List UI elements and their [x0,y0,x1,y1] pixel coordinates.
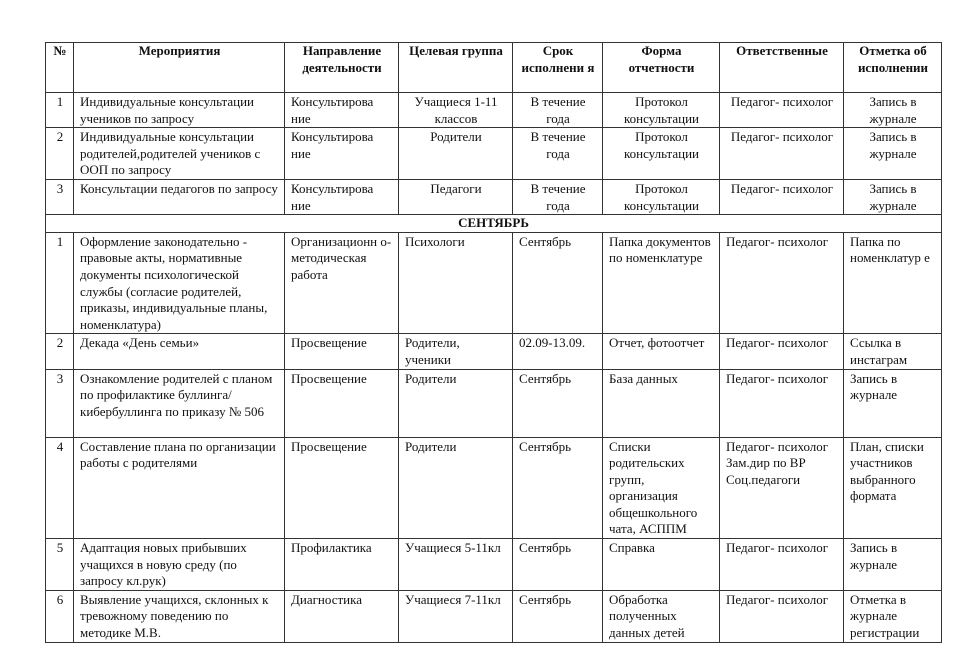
table-row [46,369,942,437]
row-num: 1 [46,232,74,334]
row-mark: Папка по номенклатур е [844,232,942,334]
row-direction: Просвещение [285,334,399,369]
row-target: Родители [399,128,513,180]
row-report-form: Протокол консультации [603,93,720,128]
row-mark: Ссылка в инстаграм [844,334,942,369]
row-direction: Консультирова ние [285,179,399,214]
work-plan-table [45,42,942,643]
row-event: Оформление законодательно - правовые акты, нормативные документы психологической службы (согласие родителей, приказы, индивидуальные планы, номенклатура) [74,232,285,334]
header-events: Мероприятия [74,43,285,93]
row-responsible: Педагог- психолог [720,93,844,128]
row-deadline: 02.09-13.09. [513,334,603,369]
row-deadline: Сентябрь [513,437,603,539]
table-row [46,334,942,369]
table-row [46,179,942,214]
row-report-form: Протокол консультации [603,179,720,214]
row-direction: Просвещение [285,369,399,437]
row-target: Родители [399,437,513,539]
row-responsible: Педагог- психолог Зам.дир по ВР Соц.педагоги [720,437,844,539]
row-target: Родители, ученики [399,334,513,369]
row-event: Консультации педагогов по запросу [74,179,285,214]
row-num: 2 [46,334,74,369]
row-mark: Запись в журнале [844,539,942,591]
row-mark: Запись в журнале [844,93,942,128]
row-num: 3 [46,179,74,214]
row-report-form: База данных [603,369,720,437]
table-row [46,539,942,591]
row-deadline: В течение года [513,93,603,128]
row-report-form: Папка документов по номенклатуре [603,232,720,334]
row-target: Педагоги [399,179,513,214]
header-completion-mark: Отметка об исполнении [844,43,942,93]
row-num: 1 [46,93,74,128]
row-responsible: Педагог- психолог [720,334,844,369]
row-responsible: Педагог- психолог [720,179,844,214]
row-mark: План, списки участников выбранного формата [844,437,942,539]
table-row [46,128,942,180]
row-target: Учащиеся 7-11кл [399,590,513,642]
row-report-form: Списки родительских групп, организация общешкольного чата, АСППМ [603,437,720,539]
row-target: Учащиеся 5-11кл [399,539,513,591]
header-num: № [46,43,74,93]
month-section-row [46,215,942,233]
row-mark: Запись в журнале [844,369,942,437]
row-target: Психологи [399,232,513,334]
row-responsible: Педагог- психолог [720,128,844,180]
row-num: 6 [46,590,74,642]
row-direction: Консультирова ние [285,128,399,180]
row-direction: Организационн о-методическая работа [285,232,399,334]
row-num: 3 [46,369,74,437]
header-direction: Направление деятельности [285,43,399,93]
row-responsible: Педагог- психолог [720,369,844,437]
row-report-form: Отчет, фотоотчет [603,334,720,369]
row-num: 4 [46,437,74,539]
header-report-form: Форма отчетности [603,43,720,93]
header-deadline: Срок исполнени я [513,43,603,93]
row-direction: Просвещение [285,437,399,539]
table-row [46,437,942,539]
table-row [46,93,942,128]
row-event: Индивидуальные консультации родителей,родителей учеников с ООП по запросу [74,128,285,180]
row-deadline: Сентябрь [513,369,603,437]
row-deadline: Сентябрь [513,232,603,334]
row-direction: Профилактика [285,539,399,591]
row-deadline: Сентябрь [513,590,603,642]
row-event: Составление плана по организации работы с родителями [74,437,285,539]
row-deadline: В течение года [513,179,603,214]
row-target: Учащиеся 1-11 классов [399,93,513,128]
row-mark: Отметка в журнале регистрации [844,590,942,642]
header-responsible: Ответственные [720,43,844,93]
row-direction: Диагностика [285,590,399,642]
row-report-form: Обработка полученных данных детей [603,590,720,642]
table-row [46,232,942,334]
table-row [46,590,942,642]
row-deadline: В течение года [513,128,603,180]
row-event: Индивидуальные консультации учеников по запросу [74,93,285,128]
header-target-group: Целевая группа [399,43,513,93]
row-responsible: Педагог- психолог [720,590,844,642]
row-num: 2 [46,128,74,180]
row-event: Выявление учащихся, склонных к тревожному поведению по методике М.В. [74,590,285,642]
row-responsible: Педагог- психолог [720,232,844,334]
row-direction: Консультирова ние [285,93,399,128]
row-event: Адаптация новых прибывших учащихся в новую среду (по запросу кл.рук) [74,539,285,591]
table-header-row [46,43,942,93]
row-num: 5 [46,539,74,591]
row-mark: Запись в журнале [844,179,942,214]
row-responsible: Педагог- психолог [720,539,844,591]
row-report-form: Справка [603,539,720,591]
row-report-form: Протокол консультации [603,128,720,180]
row-event: Ознакомление родителей с планом по профилактике буллинга/кибербуллинга по приказу № 506 [74,369,285,437]
month-label: СЕНТЯБРЬ [46,215,942,233]
row-event: Декада «День семьи» [74,334,285,369]
row-deadline: Сентябрь [513,539,603,591]
row-mark: Запись в журнале [844,128,942,180]
row-target: Родители [399,369,513,437]
